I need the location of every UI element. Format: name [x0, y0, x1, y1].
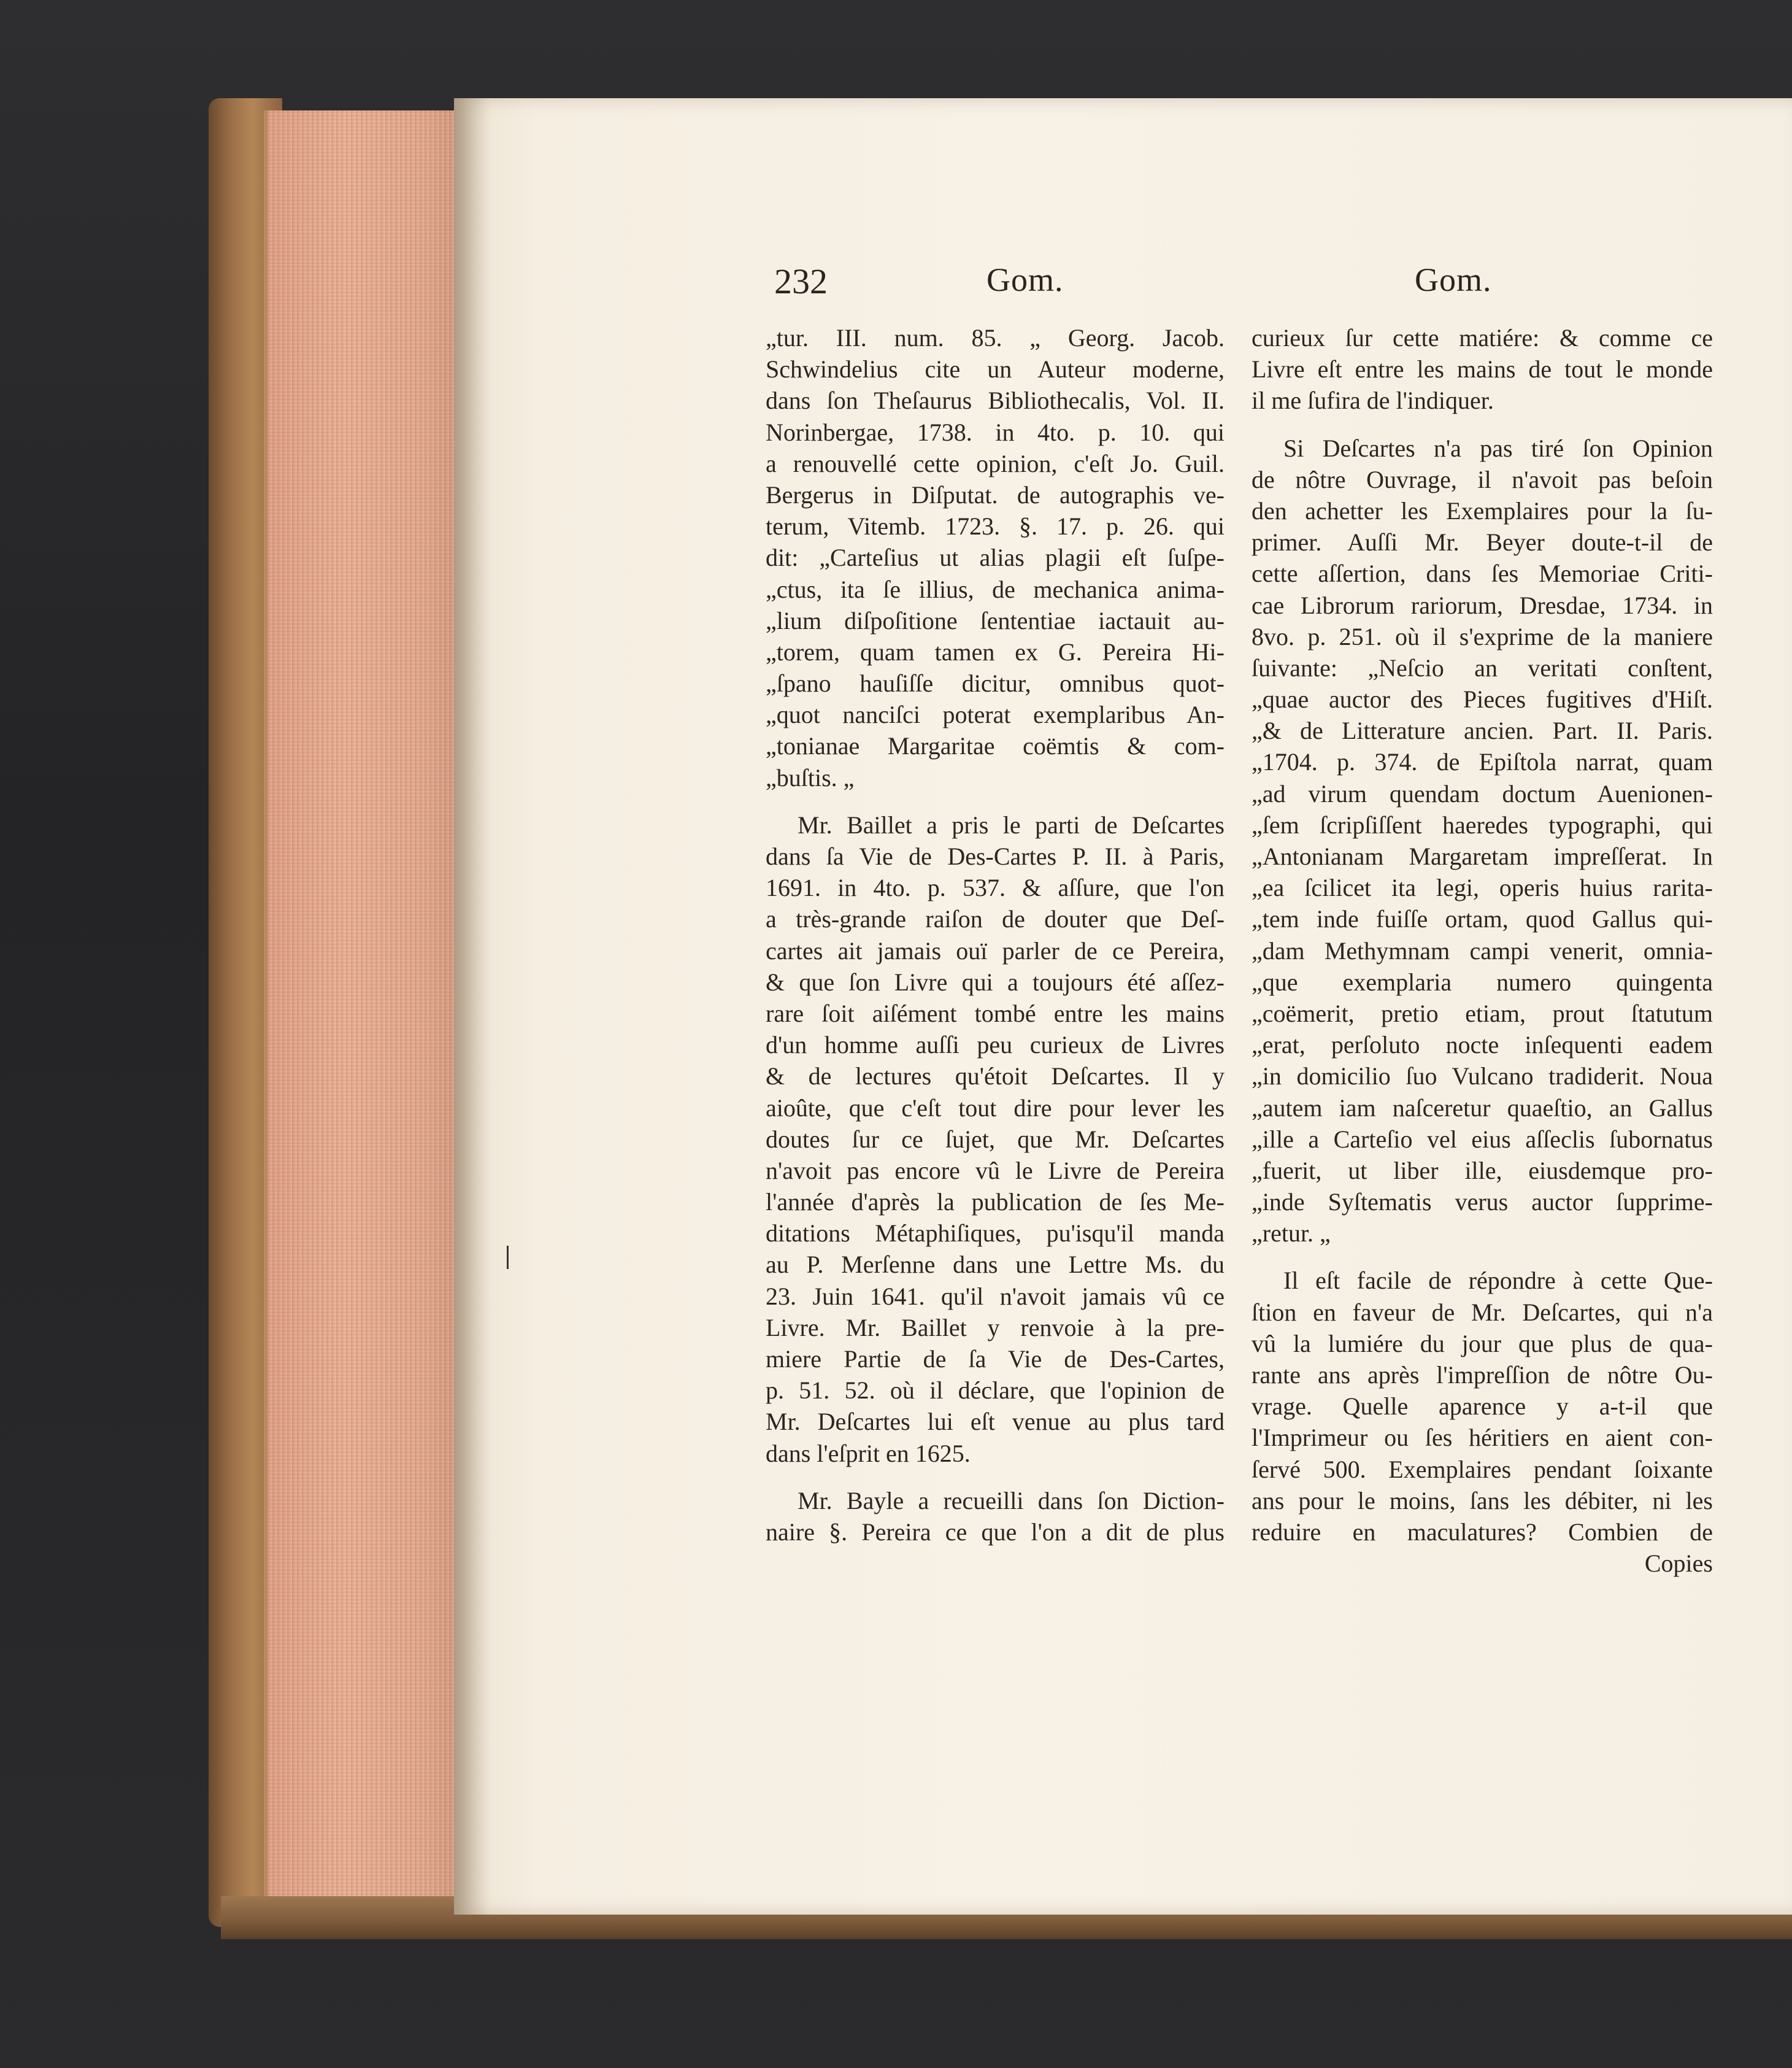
text-line: ſervé 500. Exemplaires pendant ſoixante: [1252, 1455, 1713, 1483]
text-line: „buſtis. „: [766, 763, 855, 792]
text-line: „tem inde fuiſſe ortam, quod Gallus qui-: [1252, 905, 1713, 933]
paragraph-gap: [766, 793, 1225, 809]
right-text-column: [1252, 322, 1713, 1579]
text-line: ans pour le moins, ſans les débiter, ni les: [1252, 1486, 1713, 1514]
text-line: Livre eſt entre les mains de tout le monde: [1252, 355, 1713, 384]
text-line: ſtion en faveur de Mr. Deſcartes, qui n'a: [1252, 1298, 1713, 1326]
text-line: „ſem ſcripſiſſent haeredes typographi, qui: [1252, 811, 1713, 839]
text-line: „torem, quam tamen ex G. Pereira Hi-: [766, 638, 1225, 666]
text-line: 1691. in 4to. p. 537. & aſſure, que l'on: [766, 874, 1225, 902]
text-line: dans ſon Theſaurus Bibliothecalis, Vol. II.: [766, 387, 1225, 415]
text-line: ditations Métaphiſiques, pu'isqu'il manda: [766, 1219, 1225, 1248]
right-running-head: Gom.: [1415, 261, 1492, 298]
text-line: rare ſoit aiſément tombé entre les mains: [766, 999, 1225, 1027]
text-line: „autem iam naſceretur quaeſtio, an Gallus: [1252, 1094, 1713, 1122]
paragraph-gap: [766, 1469, 1225, 1485]
text-line: l'Imprimeur ou ſes héritiers en aient con-: [1252, 1424, 1713, 1452]
text-line: aioûte, que c'eſt tout dire pour lever les: [766, 1094, 1225, 1122]
text-line: rante ans après l'impreſſion de nôtre Ou-: [1252, 1361, 1713, 1389]
text-line: l'année d'après la publication de ſes Me-: [766, 1188, 1225, 1216]
text-line: „& de Litterature ancien. Part. II. Paris.: [1252, 717, 1713, 745]
text-line: Il eſt facile de répondre à cette Que-: [1283, 1267, 1713, 1295]
text-line: cartes ait jamais ouï parler de ce Pereira,: [766, 936, 1225, 965]
text-line: dans l'eſprit en 1625.: [766, 1439, 971, 1467]
text-line: dit: „Carteſius ut alias plagii eſt ſuſpe-: [766, 544, 1225, 572]
text-line: „lium diſpoſitione ſententiae iactauit au-: [766, 606, 1225, 635]
text-line: au P. Merſenne dans une Lettre Ms. du: [766, 1251, 1225, 1279]
text-line: „quae auctor des Pieces fugitives d'Hiſt.: [1252, 685, 1713, 714]
text-line: & que ſon Livre qui a toujours été aſſez-: [766, 968, 1225, 996]
text-line: „tur. III. num. 85. „ Georg. Jacob.: [766, 324, 1225, 352]
text-line: „ille a Carteſio vel eius aſſeclis ſubornatus: [1252, 1125, 1713, 1153]
text-line: Schwindelius cite un Auteur moderne,: [766, 355, 1225, 384]
text-line: „tonianae Margaritae coëmtis & com-: [766, 732, 1225, 760]
text-line: Mr. Baillet a pris le parti de Deſcartes: [798, 811, 1225, 839]
text-line: „dam Methymnam campi venerit, omnia-: [1252, 936, 1713, 965]
text-line: „inde Syſtematis verus auctor ſupprime-: [1252, 1188, 1713, 1216]
text-line: 8vo. p. 251. où il s'exprime de la maniere: [1252, 622, 1713, 650]
text-line: dans ſa Vie de Des-Cartes P. II. à Paris,: [766, 843, 1225, 870]
text-line: n'avoit pas encore vû le Livre de Pereira: [766, 1156, 1225, 1184]
page-gutter-shadow: [454, 98, 491, 1915]
text-line: cae Librorum rariorum, Dresdae, 1734. in: [1252, 591, 1713, 619]
text-line: & de lectures qu'étoit Deſcartes. Il y: [766, 1062, 1225, 1090]
text-line: vrage. Quelle aparence y a-t-il que: [1252, 1392, 1713, 1421]
text-line: Livre. Mr. Baillet y renvoie à la pre-: [766, 1313, 1225, 1341]
page-number: 232: [774, 261, 828, 301]
text-line: a renouvellé cette opinion, c'eſt Jo. Guil.: [766, 449, 1225, 477]
text-line: Mr. Deſcartes lui eſt venue au plus tard: [766, 1408, 1225, 1436]
text-line: „Antonianam Margaretam impreſſerat. In: [1252, 843, 1713, 870]
text-line: „coëmerit, pretio etiam, prout ſtatutum: [1252, 999, 1713, 1027]
text-line: „quot nanciſci poterat exemplaribus An-: [766, 701, 1225, 729]
text-line: Si Deſcartes n'a pas tiré ſon Opinion: [1283, 434, 1713, 462]
text-line: vû la lumiére du jour que plus de qua-: [1252, 1329, 1713, 1357]
text-line: „ctus, ita ſe illius, de mechanica anima-: [766, 575, 1225, 603]
text-line: Norinbergae, 1738. in 4to. p. 10. qui: [766, 418, 1225, 446]
text-line: „in domicilio ſuo Vulcano tradiderit. Noua: [1252, 1062, 1713, 1090]
text-line: p. 51. 52. où il déclare, que l'opinion de: [766, 1376, 1225, 1405]
page-block-edge: [264, 110, 464, 1902]
text-line: curieux ſur cette matiére: & comme ce: [1252, 324, 1713, 352]
text-line: il me ſufira de l'indiquer.: [1252, 387, 1494, 415]
text-line: doutes ſur ce ſujet, que Mr. Deſcartes: [766, 1125, 1225, 1153]
text-line: „1704. p. 374. de Epiſtola narrat, quam: [1252, 748, 1713, 776]
text-line: „ſpano hauſiſſe dicitur, omnibus quot-: [766, 669, 1225, 698]
text-line: a très-grande raiſon de douter que Deſ-: [766, 905, 1225, 933]
text-line: „erat, perſoluto nocte inſequenti eadem: [1252, 1031, 1713, 1059]
text-line: terum, Vitemb. 1723. §. 17. p. 26. qui: [766, 512, 1225, 541]
text-line: de nôtre Ouvrage, il n'avoit pas beſoin: [1252, 465, 1713, 493]
text-line: „que exemplaria numero quingenta: [1252, 968, 1713, 996]
text-line: „retur. „: [1252, 1219, 1331, 1248]
text-line: cette aſſertion, dans ſes Memoriae Criti-: [1252, 560, 1713, 588]
margin-mark: [507, 1246, 509, 1269]
paragraph-gap: [1252, 1249, 1713, 1265]
text-line: Bergerus in Diſputat. de autographis ve-: [766, 480, 1225, 509]
paragraph-gap: [1252, 417, 1713, 433]
text-line: naire §. Pereira ce que l'on a dit de plus: [766, 1518, 1225, 1546]
left-running-head: Gom.: [986, 261, 1064, 298]
text-line: ſuivante: „Neſcio an veritati conſtent,: [1252, 654, 1713, 682]
text-line: 23. Juin 1641. qu'il n'avoit jamais vû ce: [766, 1282, 1225, 1310]
text-line: reduire en maculatures? Combien de: [1252, 1518, 1713, 1546]
text-line: „fuerit, ut liber ille, eiusdemque pro-: [1252, 1156, 1713, 1184]
text-line: „ea ſcilicet ita legi, operis huius rarita-: [1252, 874, 1713, 902]
text-line: primer. Auſſi Mr. Beyer doute-t-il de: [1252, 528, 1713, 557]
text-line: d'un homme auſſi peu curieux de Livres: [766, 1031, 1225, 1059]
text-line: Mr. Bayle a recueilli dans ſon Diction-: [798, 1486, 1225, 1514]
text-line: Copies: [1644, 1549, 1713, 1578]
text-line: „ad virum quendam doctum Auenionen-: [1252, 779, 1713, 808]
left-text-column: [766, 322, 1225, 1548]
text-line: miere Partie de ſa Vie de Des-Cartes,: [766, 1345, 1225, 1373]
text-line: den achetter les Exemplaires pour la ſu-: [1252, 496, 1713, 525]
